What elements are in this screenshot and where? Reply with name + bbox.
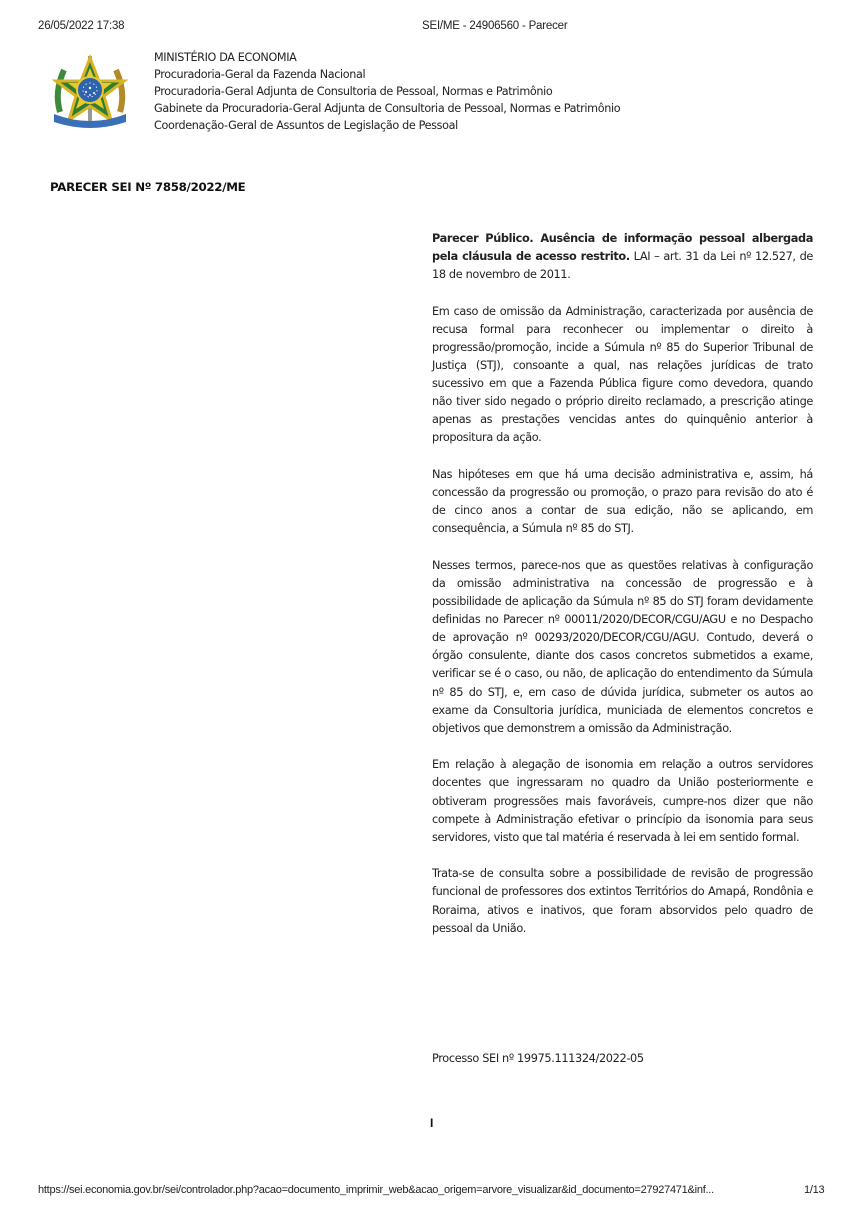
print-page-title: SEI/ME - 24906560 - Parecer xyxy=(422,20,568,32)
ementa-paragraph: Nas hipóteses em que há uma decisão administrativa e, assim, há concessão da progressão ou promoção, o prazo para revisão do ato é de cinco anos a contar de sua edição, não se aplicando, em consequência, a Súmula nº 85 do STJ. xyxy=(432,468,813,536)
process-number: Processo SEI nº 19975.111324/2022-05 xyxy=(432,1052,644,1065)
print-url: https://sei.economia.gov.br/sei/controlador.php?acao=documento_imprimir_web&acao_origem=arvore_visualizar&id_documento=27927471&inf... xyxy=(38,1184,714,1196)
document-number: PARECER SEI Nº 7858/2022/ME xyxy=(50,180,246,194)
ementa-lead xyxy=(432,230,813,284)
page-counter: 1/13 xyxy=(804,1184,825,1196)
ementa xyxy=(432,230,813,956)
adjunct-office-name: Procuradoria-Geral Adjunta de Consultoria de Pessoal, Normas e Patrimônio xyxy=(154,84,553,98)
ementa-paragraph: Trata-se de consulta sobre a possibilidade de revisão de progressão funcional de professores dos extintos Territórios do Amapá, Rondônia e Roraima, ativos e inativos, que foram absorvidos pelo quadro de pessoal da União. xyxy=(432,867,813,935)
ementa-lead-bold: Parecer Público. Ausência de informação pessoal albergada pela cláusula de acesso restrito. xyxy=(432,232,813,264)
letterhead xyxy=(154,50,620,135)
ementa-paragraph: Em relação à alegação de isonomia em relação a outros servidores docentes que ingressaram no quadro da União posteriormente e obtiveram progressões mais favoráveis, cumpre-nos dizer que não compete à Administração efetivar o princípio da isonomia para seus servidores, visto que tal matéria é reservada à lei em sentido formal. xyxy=(432,758,813,844)
cabinet-name: Gabinete da Procuradoria-Geral Adjunta de Consultoria de Pessoal, Normas e Patrimônio xyxy=(154,101,621,115)
brazil-coat-of-arms-icon xyxy=(50,52,130,132)
text-cursor-mark: I xyxy=(430,1116,434,1130)
ementa-lead-rest: LAI – art. 31 da Lei nº 12.527, de 18 de novembro de 2011. xyxy=(432,250,813,282)
ementa-paragraph: Em caso de omissão da Administração, caracterizada por ausência de recusa formal para reconhecer ou implementar o direito à progressão/promoção, incide a Súmula nº 85 do Superior Tribunal de Justiça (STJ), consoante a qual, nas relações jurídicas de trato sucessivo em que a Fazenda Pública figure como devedora, quando não tiver sido negado o próprio direito reclamado, a prescrição atinge apenas as prestações vencidas antes do quinquênio anterior à propositura da ação. xyxy=(432,304,813,445)
ementa-paragraph: Nesses termos, parece-nos que as questões relativas à configuração da omissão administrativa na concessão de progressão e à possibilidade de aplicação da Súmula nº 85 do STJ foram devidamente definidas no Parecer nº 00011/2020/DECOR/CGU/AGU e no Despacho de aprovação nº 00293/2020/DECOR/CGU/AGU. Contudo, deverá o órgão consulente, diante dos casos concretos submetidos a exame, verificar se é o caso, ou não, de aplicação do entendimento da Súmula nº 85 do STJ, e, em caso de dúvida jurídica, submeter os autos ao exame da Consultoria jurídica, municiada de elementos concretos e objetivos que demonstrem a omissão da Administração. xyxy=(432,558,813,735)
print-datetime: 26/05/2022 17:38 xyxy=(38,20,125,32)
ministry-name: MINISTÉRIO DA ECONOMIA xyxy=(154,51,297,64)
agency-name: Procuradoria-Geral da Fazenda Nacional xyxy=(154,67,366,81)
coordination-name: Coordenação-Geral de Assuntos de Legislação de Pessoal xyxy=(154,118,458,132)
